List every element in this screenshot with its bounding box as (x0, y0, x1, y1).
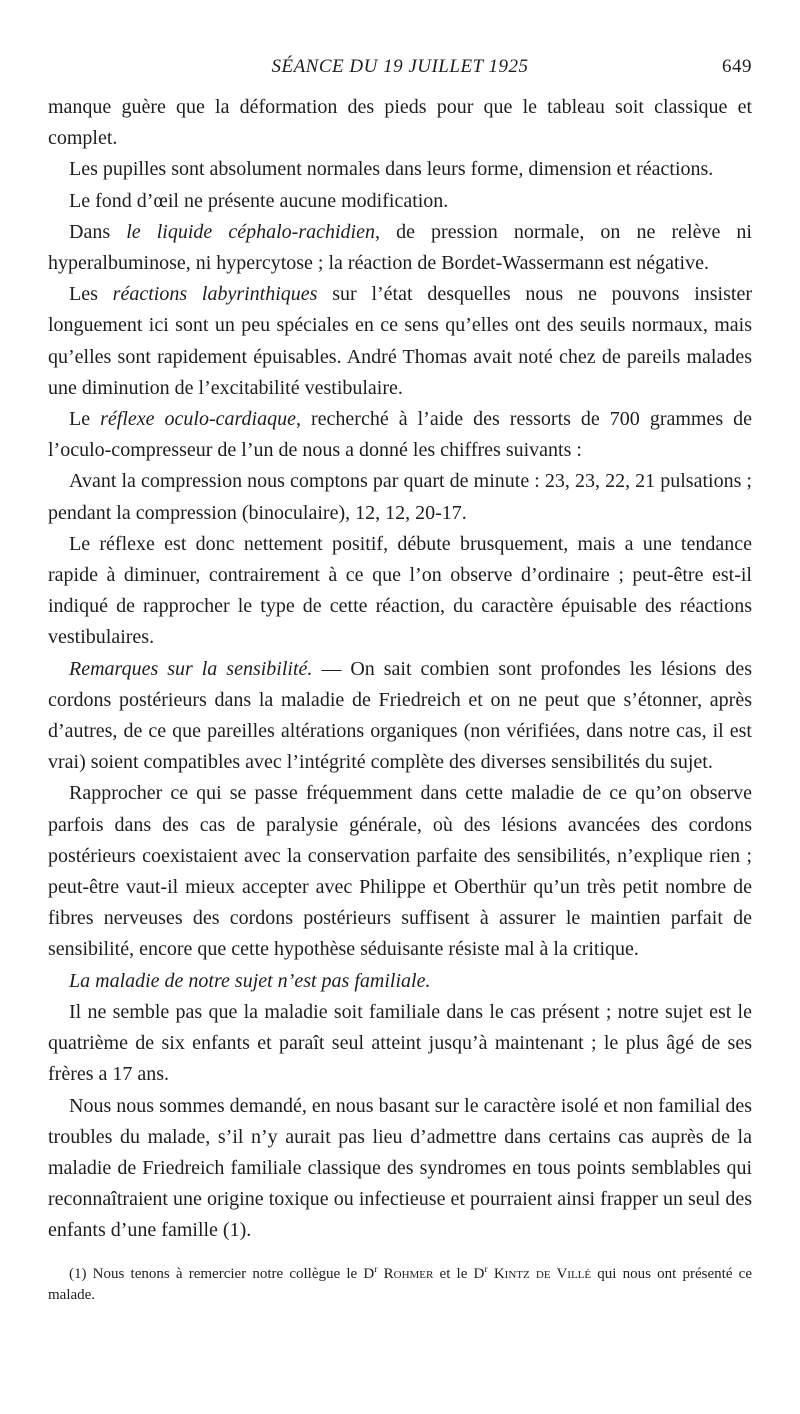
body-text (48, 92, 752, 1247)
footnote-marker: (1) (69, 1266, 87, 1282)
paragraph: Il ne semble pas que la maladie soit familiale dans le cas présent ; notre sujet est le quatrième de six enfants et paraît seul atteint jusqu’à maintenant ; le plus âgé de ses frères a 17 ans. (48, 1000, 752, 1086)
paragraph: Remarques sur la sensibilité. — On sait combien sont profondes les lésions des cordons postérieurs dans la maladie de Friedreich et on ne peut que s’étonner, après d’autres, de ce que pareilles altérations organiques (non vérifiées, dans notre cas, il est vrai) soient compatibles avec l’intégrité complète des diverses sensibilités du sujet. (48, 657, 752, 774)
footnote-text: (1) Nous tenons à remercier notre collègue le $D^r$ Rohmer et le $D^r$ Kintz de Villé qui nous ont présenté ce malade. (48, 1264, 752, 1303)
paragraph: Les pupilles sont absolument normales dans leurs forme, dimension et réactions. (69, 158, 714, 181)
paragraph: Nous nous sommes demandé, en nous basant sur le caractère isolé et non familial des troubles du malade, s’il n’y aurait pas lieu d’admettre dans certains cas auprès de la maladie de Friedreich familiale classique des syndromes en tous points semblables qui reconnaîtraient une origine toxique ou infectieuse et pourraient ainsi frapper un seul des enfants d’une famille (1). (48, 1094, 752, 1242)
paragraph: Les réactions labyrinthiques sur l’état desquelles nous ne pouvons insister longuement ici sont un peu spéciales en ce sens qu’elles ont des seuils normaux, mais qu’elles sont rapidement épuisables. André Thomas avait noté chez de pareils malades une diminution de l’excitabilité vestibulaire. (48, 283, 752, 399)
paragraph: manque guère que la déformation des pieds pour que le tableau soit classique et complet. (48, 96, 752, 150)
paragraph: Dans le liquide céphalo-rachidien, de pression normale, on ne relève ni hyperalbuminose, ni hypercytose ; la réaction de Bordet-Wassermann est négative. (48, 220, 752, 275)
section-heading: Remarques sur la sensibilité. (69, 657, 313, 680)
paragraph: Rapprocher ce qui se passe fréquemment dans cette maladie de ce qu’on observe parfois dans des cas de paralysie générale, où des lésions avancées des cordons postérieurs coexistaient avec la conservation parfaite des sensibilités, n’explique rien ; peut-être vaut-il mieux accepter avec Philippe et Oberthür qu’un très petit nombre de fibres nerveuses des cordons postérieurs suffisent à assurer le maintien parfait de sensibilité, encore que cette hypothèse séduisante résiste mal à la critique. (48, 782, 752, 961)
paragraph: Le fond d’œil ne présente aucune modification. (69, 189, 449, 212)
footnote (48, 1264, 752, 1306)
paragraph: Le réflexe oculo-cardiaque, recherché à l’aide des ressorts de 700 grammes de l’oculo-compresseur de l’un de nous a donné les chiffres suivants : (48, 408, 753, 462)
running-header (48, 56, 752, 82)
section-heading: La maladie de notre sujet n’est pas familiale. (69, 969, 431, 992)
running-title: SÉANCE DU 19 JUILLET 1925 (271, 56, 529, 77)
paragraph (48, 966, 752, 997)
document-page (48, 56, 752, 1247)
italic-term: réactions labyrinthiques (112, 283, 318, 306)
paragraph: Avant la compression nous comptons par quart de minute : 23, 23, 22, 21 pulsations ; pendant la compression (binoculaire), 12, 12, 20-17. (48, 470, 752, 524)
paragraph: Le réflexe est donc nettement positif, débute brusquement, mais a une tendance rapide à diminuer, contrairement à ce que l’on observe d’ordinaire ; peut-être est-il indiqué de rapprocher le type de cette réaction, du caractère épuisable des réactions vestibulaires. (48, 532, 752, 649)
page-number: 649 (722, 56, 752, 77)
italic-term: le liquide céphalo-rachidien (126, 220, 375, 243)
italic-term: réflexe oculo-cardiaque (100, 408, 296, 431)
